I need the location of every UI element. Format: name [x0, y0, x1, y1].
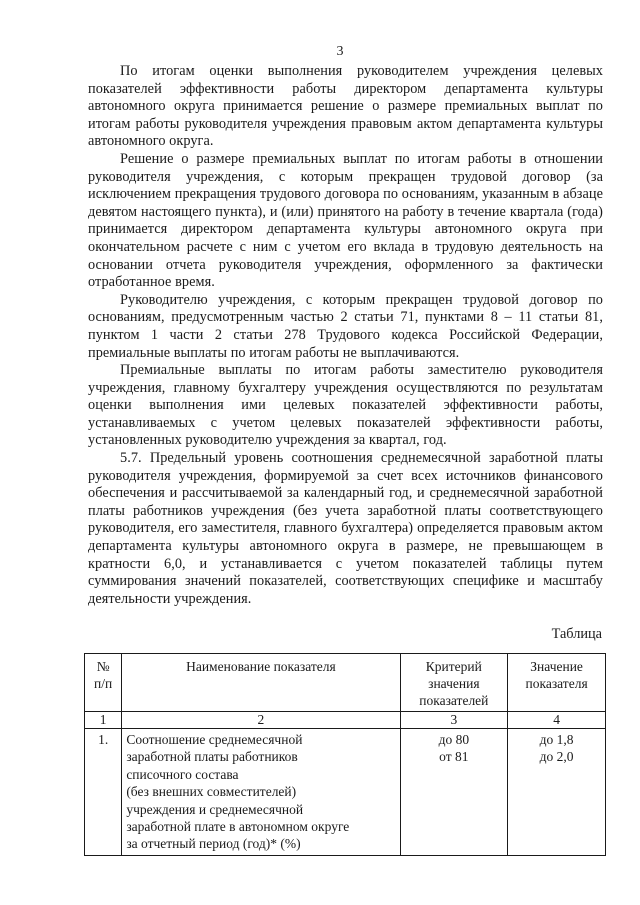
- paragraph: 5.7. Предельный уровень соотношения среднемесячной заработной платы руководителя учреждения, формируемой за счет всех источников финансового обеспечения и рассчитываемой за календарный год, и среднемесячной заработной платы работников учреждения (без учета заработной платы соответствующего руководителя, его заместителя, главного бухгалтера) определяется правовым актом департамента культуры автономного округа в размере, не превышающем в кратности 6,0, и устанавливается с учетом показателей таблицы путем суммирования значений показателей, соответствующих специфике и масштабу деятельности учреждения.: [88, 450, 603, 607]
- indicator-criteria: до 80 от 81: [400, 729, 508, 856]
- paragraph: По итогам оценки выполнения руководителем учреждения целевых показателей эффективности работы директором департамента культуры автономного округа принимается решение о размере премиальных выплат по итогам работы руководителя учреждения правовым актом департамента культуры автономного округа.: [88, 63, 603, 150]
- indicator-name: Соотношение среднемесячной заработной платы работников списочного состава (без внешних совместителей) учреждения и среднемесячной заработной плате в автономном округе за отчетный период (год)* (%): [122, 729, 400, 856]
- indicator-values: до 1,8 до 2,0: [508, 729, 606, 856]
- header-number: № п/п: [85, 654, 122, 712]
- column-number: 2: [122, 712, 400, 729]
- header-name: Наименование показателя: [122, 654, 400, 712]
- column-number-row: [85, 712, 606, 729]
- column-number: 1: [85, 712, 122, 729]
- table-row: [85, 729, 606, 856]
- header-value: Значение показателя: [508, 654, 606, 712]
- row-number: 1.: [85, 729, 122, 856]
- header-criterion: Критерий значения показателей: [400, 654, 508, 712]
- column-number: 3: [400, 712, 508, 729]
- body-text: [88, 63, 603, 608]
- column-number: 4: [508, 712, 606, 729]
- paragraph: Решение о размере премиальных выплат по итогам работы в отношении руководителя учреждения, с которым прекращен трудовой договор (за исключением прекращения трудового договора по основаниям, указанным в абзаце девятом настоящего пункта), и (или) принятого на работу в течение квартала (года) принимается директором департамента культуры автономного округа при окончательном расчете с ним с учетом его вклада в трудовую деятельность на основании отчета руководителя учреждения, оформленного за фактически отработанное время.: [88, 150, 603, 291]
- table-caption: Таблица: [551, 626, 602, 642]
- paragraph: Руководителю учреждения, с которым прекращен трудовой договор по основаниям, предусмотренным частью 2 статьи 71, пунктами 8 – 11 статьи 81, пунктом 1 части 2 статьи 278 Трудового кодекса Российской Федерации, премиальные выплаты по итогам работы не выплачиваются.: [88, 291, 603, 361]
- paragraph: Премиальные выплаты по итогам работы заместителю руководителя учреждения, главному бухгалтеру учреждения осуществляются по результатам оценки выполнения ими целевых показателей эффективности работы, устанавливаемых с учетом целевых показателей эффективности работы, установленных руководителю учреждения за квартал, год.: [88, 362, 603, 449]
- page-number: 3: [336, 44, 344, 59]
- indicators-table: [84, 653, 606, 856]
- table-header-row: [85, 654, 606, 712]
